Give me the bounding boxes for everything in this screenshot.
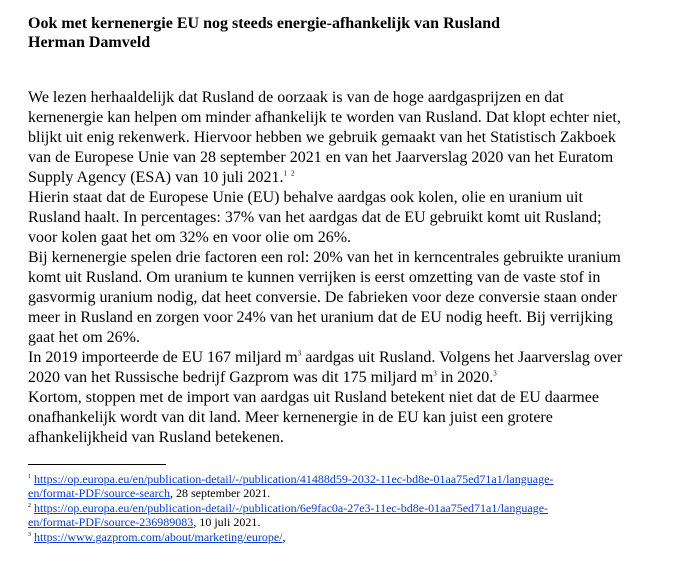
text-line: gasvormig uranium nodig, dat heet conversie. De fabrieken voor deze conversie staan onder bbox=[28, 289, 618, 306]
text-line: van de Europese Unie van 28 september 2021 en van het Jaarverslag 2020 van het Euratom bbox=[28, 149, 614, 166]
footnote-link-2[interactable] bbox=[28, 501, 548, 529]
paragraph-5 bbox=[28, 388, 668, 448]
footnote-link-3[interactable] bbox=[34, 530, 283, 544]
text-line: Hierin staat dat de Europese Unie (EU) behalve aardgas ook kolen, olie en uranium uit bbox=[28, 189, 583, 206]
article-title: Ook met kernenergie EU nog steeds energie-afhankelijk van Rusland bbox=[28, 15, 500, 32]
text-line: gaat het om 26%. bbox=[28, 329, 140, 346]
text-line: Kortom, stoppen met de import van aardgas uit Rusland betekent niet dat de EU daarmee bbox=[28, 389, 599, 406]
superscript-cubic: 3 bbox=[297, 349, 302, 358]
paragraph-1 bbox=[28, 88, 668, 188]
text-line: onafhankelijk wordt van dit land. Meer kernenergie in de EU kan juist een grotere bbox=[28, 409, 553, 426]
footnote-number: 2 bbox=[28, 502, 31, 509]
footnote-2 bbox=[28, 501, 668, 530]
footnote-ref-1[interactable]: 1 bbox=[283, 169, 288, 178]
footnote-3 bbox=[28, 530, 668, 544]
text-line: meer in Rusland en zorgen voor 24% van het uranium dat de EU nodig heeft. Bij verrijking bbox=[28, 309, 613, 326]
text-fragment: in 2020. bbox=[436, 369, 494, 386]
text-fragment: In 2019 importeerde de EU 167 miljard m bbox=[28, 349, 298, 366]
footnote-suffix: , bbox=[282, 529, 286, 544]
text-line: Rusland haalt. In percentages: 37% van het aardgas dat de EU gebruikt komt uit Rusland; bbox=[28, 209, 602, 226]
superscript-cubic: 3 bbox=[433, 369, 437, 378]
footnote-number: 3 bbox=[28, 531, 31, 538]
footnote-separator bbox=[28, 464, 166, 465]
footnote-date: , 10 juli 2021. bbox=[193, 515, 261, 530]
paragraph-2 bbox=[28, 188, 668, 248]
footnote-1 bbox=[28, 472, 668, 501]
text-line: kernenergie kan helpen om minder afhankelijk te worden van Rusland. Dat klopt echter niet, bbox=[28, 109, 621, 126]
text-line: Supply Agency (ESA) van 10 juli 2021. bbox=[28, 169, 284, 186]
link-text: en/format-PDF/source-search bbox=[28, 486, 170, 501]
footnote-ref-2[interactable]: 2 bbox=[291, 169, 295, 178]
footnote-number: 1 bbox=[28, 474, 31, 480]
text-line: komt uit Rusland. Om uranium te kunnen verrijken is eerst omzetting van de vaste stof in bbox=[28, 269, 601, 286]
article-body bbox=[28, 88, 668, 448]
link-text: https://op.europa.eu/en/publication-detail/-/publication/6e9fac0a-27e3-11ec-bd8e-01aa75ed71a1/language- bbox=[34, 500, 549, 515]
text-line: blijkt uit enig rekenwerk. Hiervoor hebben we gebruik gemaakt van het Statistisch Zakboek bbox=[28, 129, 616, 146]
text-line: voor kolen gaat het om 32% en voor olie om 26%. bbox=[28, 229, 352, 246]
text-fragment: 2020 van het Russische bedrijf Gazprom was dit 175 miljard m bbox=[28, 369, 434, 386]
footnote-link-1[interactable] bbox=[28, 472, 553, 500]
footnote-ref-3[interactable]: 3 bbox=[493, 369, 497, 378]
text-fragment: aardgas uit Rusland. Volgens het Jaarverslag over bbox=[301, 349, 623, 366]
article-author: Herman Damveld bbox=[28, 34, 151, 51]
text-line: Bij kernenergie spelen drie factoren een rol: 20% van het in kerncentrales gebruikte uranium bbox=[28, 249, 621, 266]
paragraph-4 bbox=[28, 348, 668, 388]
document-page bbox=[28, 14, 668, 448]
link-text: https://www.gazprom.com/about/marketing/europe/ bbox=[34, 529, 283, 544]
footnote-date: , 28 september 2021. bbox=[169, 486, 271, 501]
paragraph-3 bbox=[28, 248, 668, 348]
text-line: We lezen herhaaldelijk dat Rusland de oorzaak is van de hoge aardgasprijzen en dat bbox=[28, 89, 564, 106]
footnotes bbox=[28, 472, 668, 544]
text-line: afhankelijkheid van Rusland betekenen. bbox=[28, 429, 284, 446]
link-text: en/format-PDF/source-236989083 bbox=[28, 515, 194, 530]
link-text: https://op.europa.eu/en/publication-detail/-/publication/41488d59-2032-11ec-bd8e-01aa75ed71a1/language- bbox=[34, 472, 554, 486]
